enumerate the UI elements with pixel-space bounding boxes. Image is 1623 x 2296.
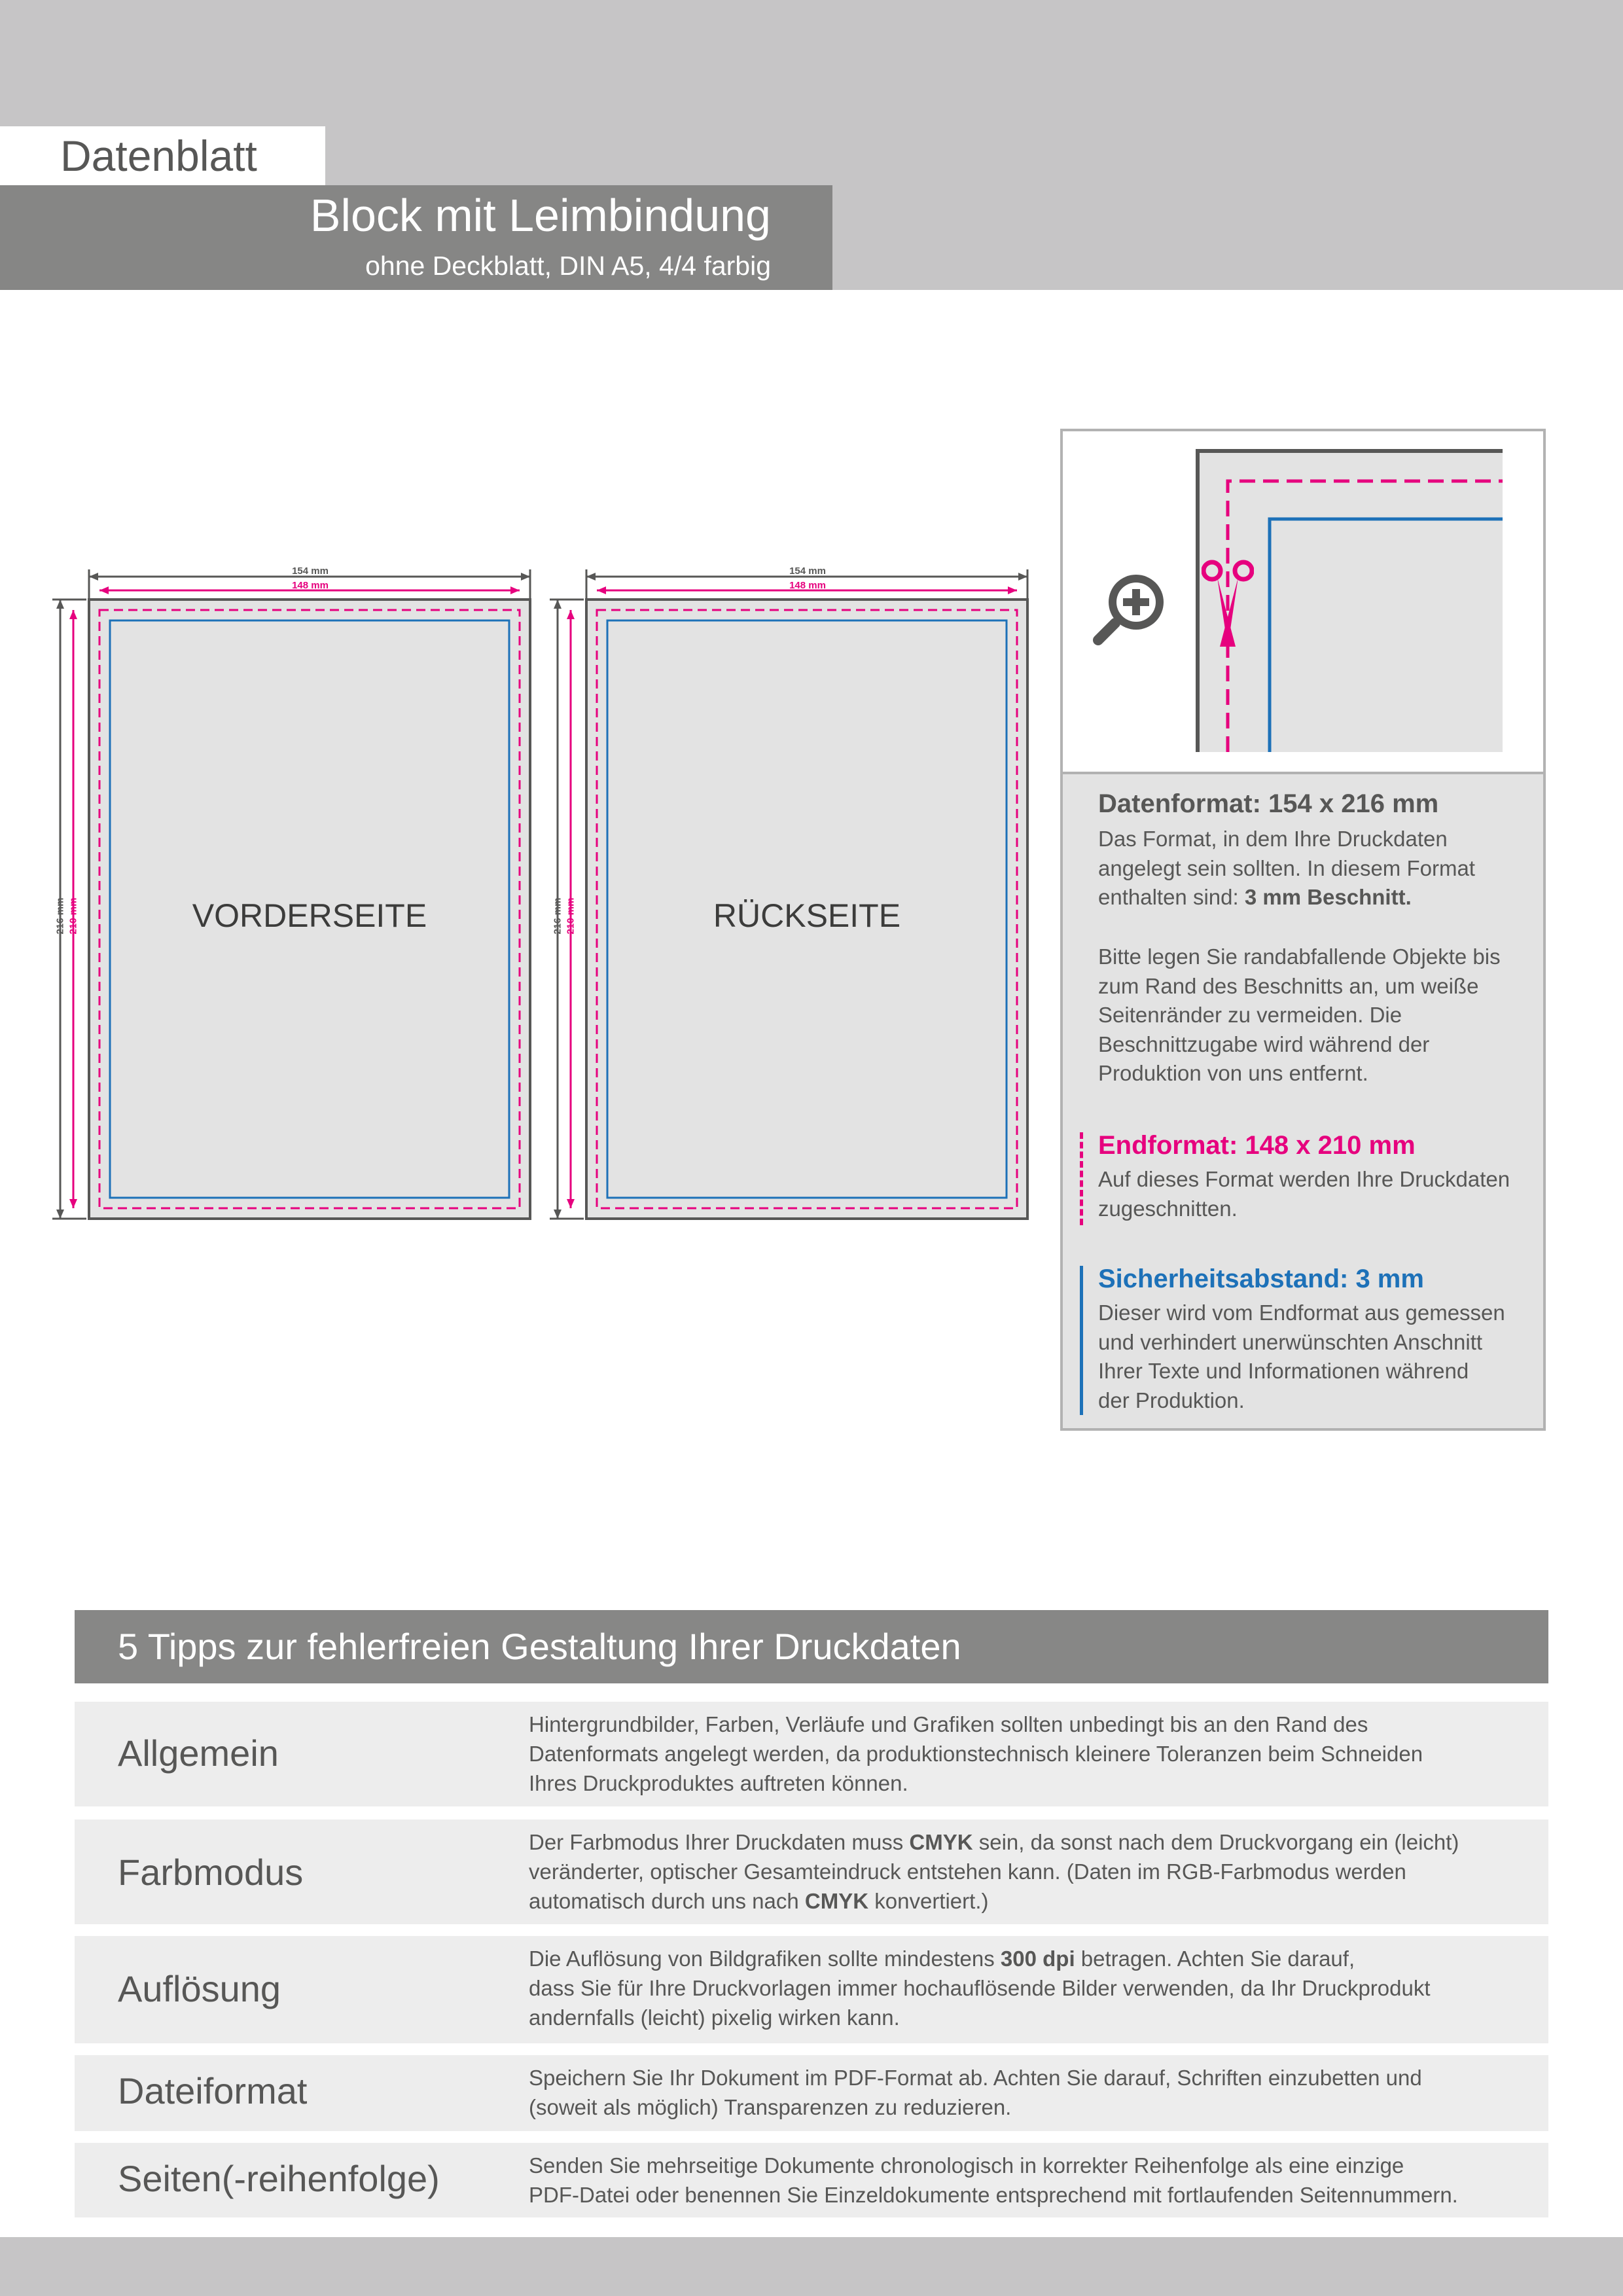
endformat-text: Auf dieses Format werden Ihre Druckdaten zugeschnitten. xyxy=(1098,1167,1510,1221)
tip-text: Hintergrundbilder, Farben, Verläufe und Grafiken sollten unbedingt bis an den Rand des Datenformats angelegt werden, da produktionstechnisch kleinere Toleranzen beim Schneiden Ihres Druckproduktes auftreten können. xyxy=(529,1712,1423,1795)
tip-label: Farbmodus xyxy=(118,1852,304,1893)
tip-text: Speichern Sie Ihr Dokument im PDF-Format ab. Achten Sie darauf, Schriften einzubetten und (soweit als möglich) Transparenzen zu reduzieren. xyxy=(529,2066,1422,2119)
endformat-bar xyxy=(1080,1132,1083,1225)
back-inner-height-label: 210 mm xyxy=(565,897,577,935)
sicherheit-title: Sicherheitsabstand: 3 mm xyxy=(1098,1265,1424,1293)
tip-label: Dateiformat xyxy=(118,2070,308,2111)
back-page-label: RÜCKSEITE xyxy=(713,897,901,934)
page-title: Block mit Leimbindung xyxy=(310,190,771,241)
footer-band xyxy=(0,2237,1623,2296)
front-outer-width-label: 154 mm xyxy=(292,565,329,577)
tip-label: Seiten(-reihenfolge) xyxy=(118,2158,440,2199)
back-outer-height-label: 216 mm xyxy=(552,897,563,935)
tip-row-dateiformat xyxy=(75,2055,1548,2131)
back-inner-width-label: 148 mm xyxy=(789,580,826,591)
front-inner-height-label: 210 mm xyxy=(67,897,79,935)
tip-row-farbmodus xyxy=(75,1820,1548,1924)
sicherheit-text: Dieser wird vom Endformat aus gemessen und verhindert unerwünschten Anschnitt Ihrer Texte und Informationen während der Produktion. xyxy=(1098,1300,1505,1412)
scissors-icon xyxy=(1202,558,1254,649)
tips-title: 5 Tipps zur fehlerfreien Gestaltung Ihrer Druckdaten xyxy=(118,1626,961,1667)
doc-type-label: Datenblatt xyxy=(60,132,257,180)
tip-text: Senden Sie mehrseitige Dokumente chronologisch in korrekter Reihenfolge als eine einzige PDF-Datei oder benennen Sie Einzeldokumente entsprechend mit fortlaufenden Seitennummern. xyxy=(529,2153,1458,2207)
page-subtitle: ohne Deckblatt, DIN A5, 4/4 farbig xyxy=(365,251,771,281)
tip-label: Auflösung xyxy=(118,1968,281,2009)
front-inner-width-label: 148 mm xyxy=(292,580,329,591)
magnifier-plus-icon xyxy=(1089,563,1175,649)
sicherheit-bar xyxy=(1080,1266,1083,1415)
tip-text: Der Farbmodus Ihrer Druckdaten muss CMYK sein, da sonst nach dem Druckvorgang ein (leicht) veränderter, optischer Gesamteindruck entstehen kann. (Daten im RGB-Farbmodus werden automatisch durch uns nach CMYK konvertiert.) xyxy=(529,1830,1459,1913)
tip-text: Die Auflösung von Bildgrafiken sollte mindestens 300 dpi betragen. Achten Sie darauf, dass Sie für Ihre Druckvorlagen immer hochauflösende Bilder verwenden, da Ihr Druckprodukt andernfalls (leicht) pixelig wirken kann. xyxy=(529,1946,1431,2030)
datenformat-text: Das Format, in dem Ihre Druckdaten angelegt sein sollten. In diesem Format enthalten sind: 3 mm Beschnitt. xyxy=(1098,827,1475,909)
datenformat-title: Datenformat: 154 x 216 mm xyxy=(1098,789,1439,818)
tip-row-aufloesung xyxy=(75,1936,1548,2043)
front-page-label: VORDERSEITE xyxy=(192,897,427,934)
back-outer-width-label: 154 mm xyxy=(789,565,826,577)
tip-label: Allgemein xyxy=(118,1732,279,1774)
endformat-title: Endformat: 148 x 210 mm xyxy=(1098,1131,1416,1160)
tip-row-allgemein xyxy=(75,1702,1548,1806)
datenformat-note: Bitte legen Sie randabfallende Objekte bis zum Rand des Beschnitts an, um weiße Seitenränder zu vermeiden. Die Beschnittzugabe wird während der Produktion von uns entfernt. xyxy=(1098,944,1501,1085)
tip-row-seiten xyxy=(75,2143,1548,2217)
panel-divider xyxy=(1060,772,1546,774)
front-outer-height-label: 216 mm xyxy=(54,897,66,935)
